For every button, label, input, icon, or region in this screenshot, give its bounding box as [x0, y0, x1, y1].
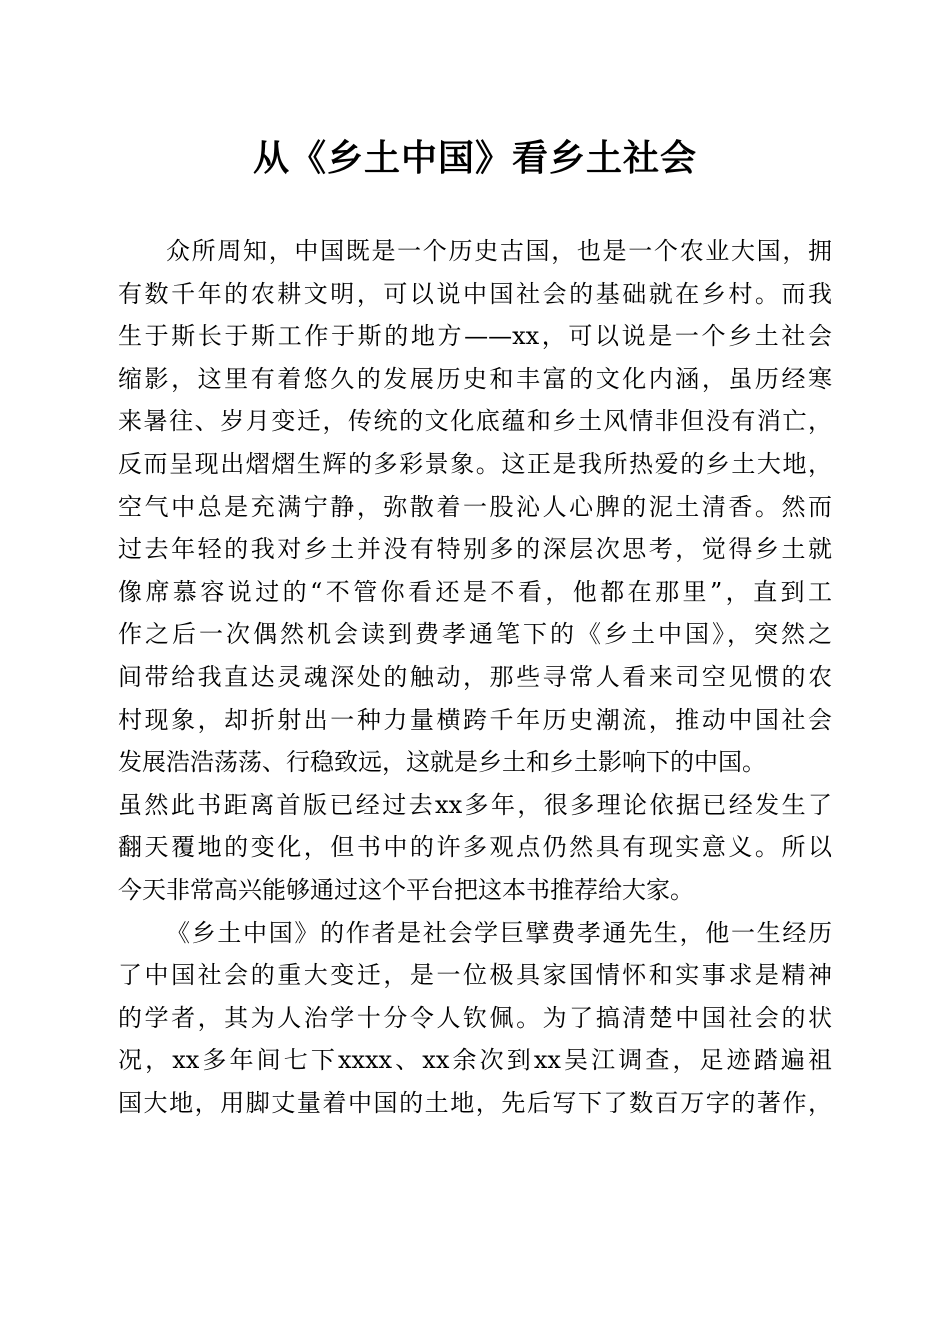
- text-line: 了中国社会的重大变迁，是一位极具家国情怀和实事求是精神: [118, 961, 832, 990]
- text-line: 的学者，其为人治学十分令人钦佩。为了搞清楚中国社会的状: [118, 1003, 832, 1032]
- text-line: 像席慕容说过的“不管你看还是不看，他都在那里”，直到工: [118, 577, 832, 606]
- text-line: 来暑往、岁月变迁，传统的文化底蕴和乡土风情非但没有消亡，: [118, 407, 832, 436]
- text-line: 反而呈现出熠熠生辉的多彩景象。这正是我所热爱的乡土大地，: [118, 449, 832, 478]
- document-body: [118, 230, 832, 1124]
- text-line: 发展浩浩荡荡、行稳致远，这就是乡土和乡土影响下的中国。: [118, 748, 766, 777]
- paragraph-2: [118, 912, 832, 1125]
- text-line: 国大地，用脚丈量着中国的土地，先后写下了数百万字的著作，: [118, 1088, 832, 1117]
- text-line: 众所周知，中国既是一个历史古国，也是一个农业大国，拥: [166, 237, 832, 265]
- paragraph-1: [118, 230, 832, 912]
- text-line: 生于斯长于斯工作于斯的地方——xx，可以说是一个乡土社会: [118, 322, 832, 351]
- text-line: 间带给我直达灵魂深处的触动，那些寻常人看来司空见惯的农: [118, 662, 832, 691]
- text-line: 有数千年的农耕文明，可以说中国社会的基础就在乡村。而我: [118, 279, 832, 308]
- text-line: 今天非常高兴能够通过这个平台把这本书推荐给大家。: [118, 875, 694, 904]
- text-line: 空气中总是充满宁静，弥散着一股沁人心脾的泥土清香。然而: [118, 492, 832, 521]
- text-line: 村现象，却折射出一种力量横跨千年历史潮流，推动中国社会: [118, 705, 832, 734]
- text-line: 虽然此书距离首版已经过去xx多年，很多理论依据已经发生了: [118, 790, 832, 819]
- text-line: 《乡土中国》的作者是社会学巨擘费孝通先生，他一生经历: [166, 918, 832, 947]
- text-line: 翻天覆地的变化，但书中的许多观点仍然具有现实意义。所以: [118, 833, 832, 862]
- text-line: 过去年轻的我对乡土并没有特别多的深层次思考，觉得乡土就: [118, 535, 832, 564]
- document-title: 从《乡土中国》看乡土社会: [252, 137, 697, 179]
- text-line: 缩影，这里有着悠久的发展历史和丰富的文化内涵，虽历经寒: [118, 364, 832, 393]
- text-line: 作之后一次偶然机会读到费孝通笔下的《乡土中国》，突然之: [118, 620, 832, 649]
- text-line: 况，xx多年间七下xxxx、xx余次到xx吴江调查，足迹踏遍祖: [118, 1046, 832, 1075]
